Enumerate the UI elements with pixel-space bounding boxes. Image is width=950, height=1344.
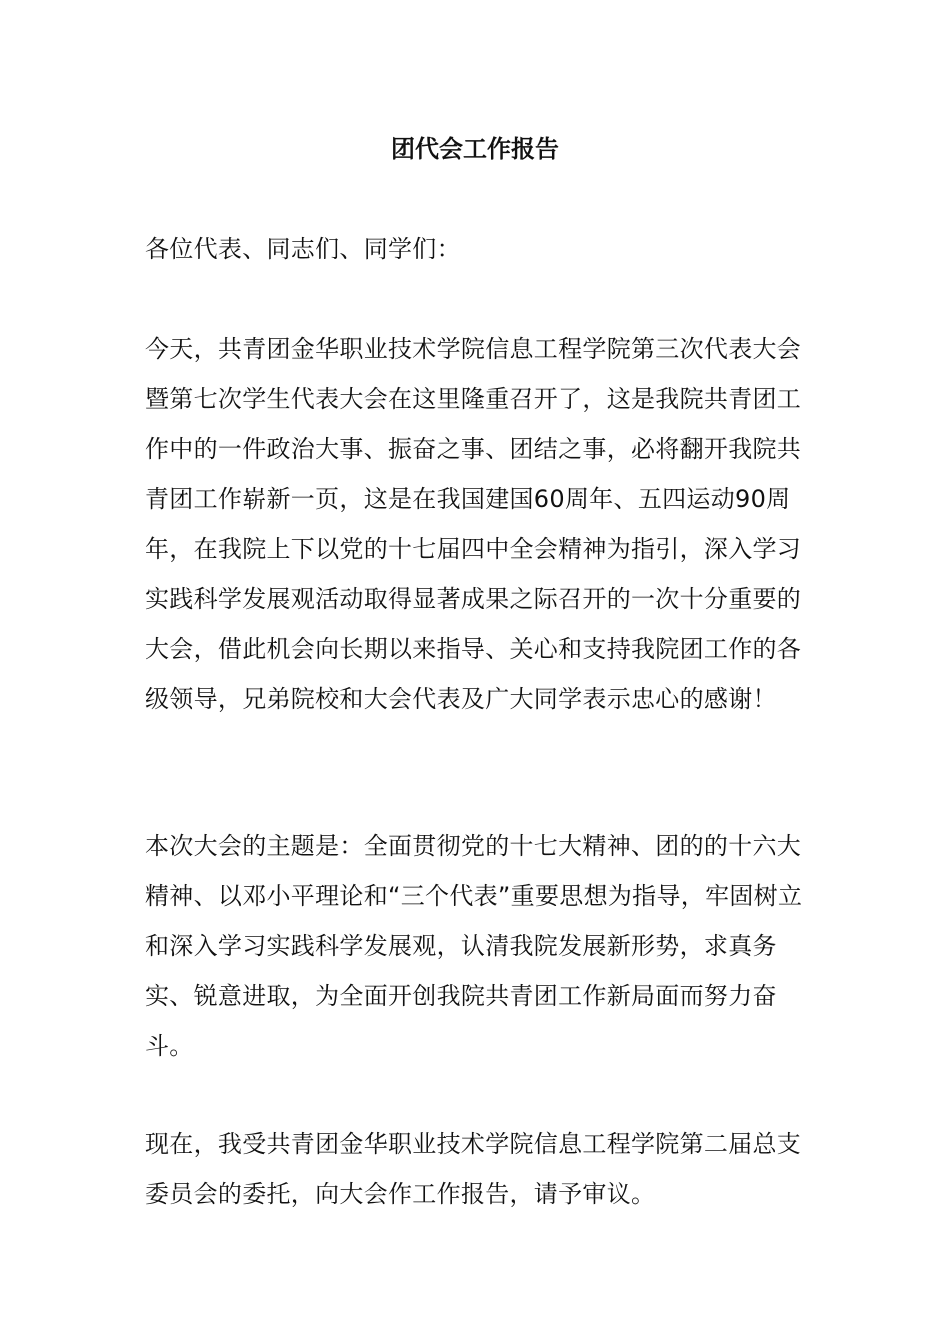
document-title: 团代会工作报告 — [391, 135, 559, 163]
paragraph-report-intro: 现在，我受共青团金华职业技术学院信息工程学院第二届总支委员会的委托，向大会作工作报告，请予审议。 — [145, 1130, 802, 1208]
salutation: 各位代表、同志们、同学们： — [145, 235, 461, 263]
paragraph-opening: 今天，共青团金华职业技术学院信息工程学院第三次代表大会暨第七次学生代表大会在这里隆重召开了，这是我院共青团工作中的一件政治大事、振奋之事、团结之事，必将翻开我院共青团工作崭新一页，这是在我国建国60周年、五四运动90周年，在我院上下以党的十七届四中全会精神为指引，深入学习实践科学发展观活动取得显著成果之际召开的一次十分重要的大会，借此机会向长期以来指导、关心和支持我院团工作的各级领导，兄弟院校和大会代表及广大同学表示忠心的感谢！ — [145, 335, 802, 713]
paragraph-theme: 本次大会的主题是：全面贯彻党的十七大精神、团的的十六大精神、以邓小平理论和“三个代表”重要思想为指导，牢固树立和深入学习实践科学发展观，认清我院发展新形势，求真务实、锐意进取，为全面开创我院共青团工作新局面而努力奋斗。 — [145, 832, 803, 1060]
